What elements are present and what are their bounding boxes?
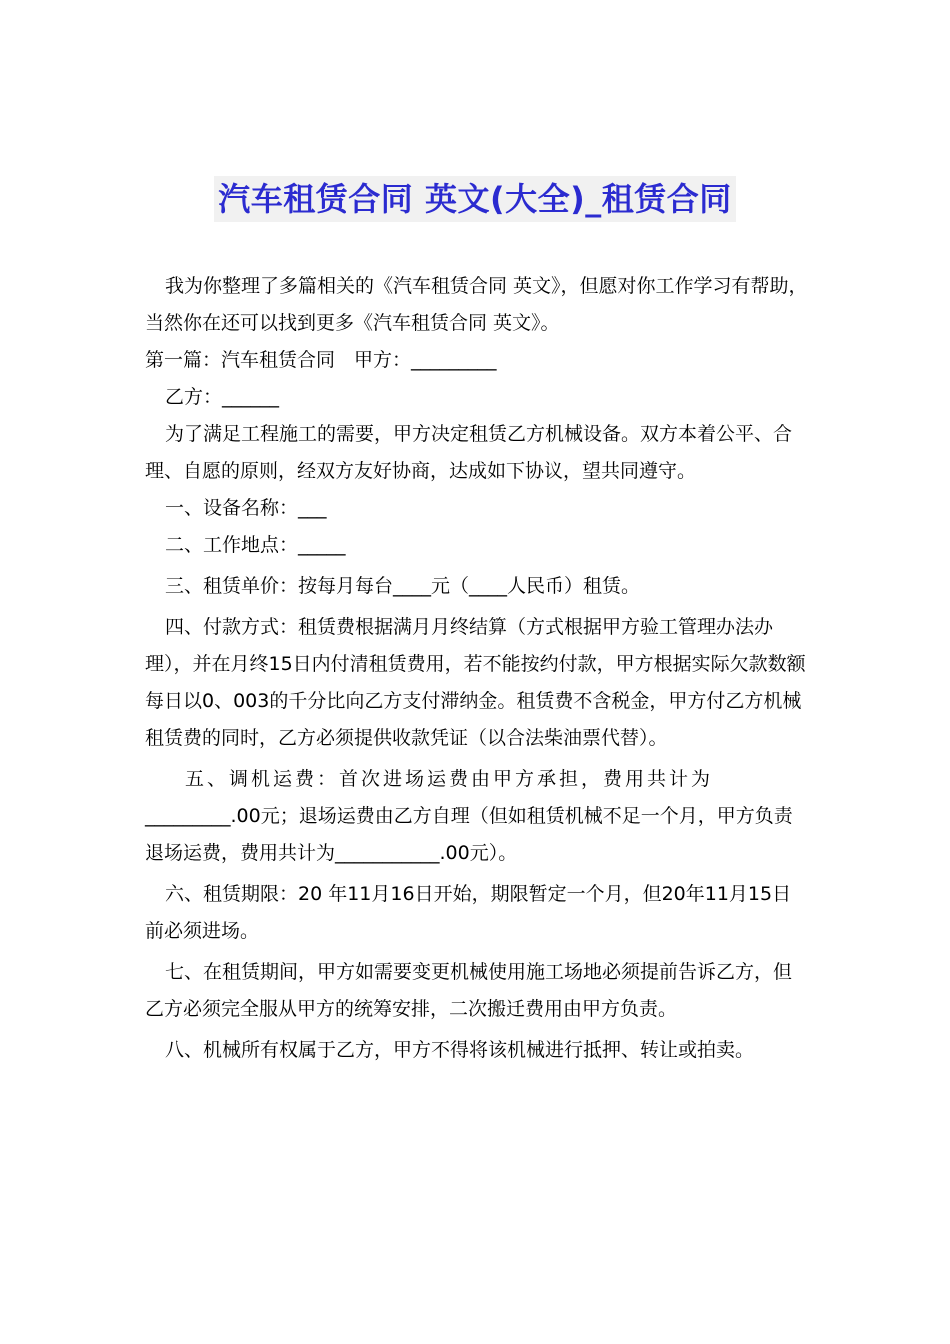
clause-5-transport-fee: 五、调机运费：首次进场运费由甲方承担，费用共计为 <box>185 768 714 790</box>
clause-5-transport-fee-cont: _________.00元；退场运费由乙方自理（但如租赁机械不足一个月，甲方负责退场运费，费用共计为___________.00元）。 <box>145 805 793 864</box>
clause-2-work-location: 二、工作地点：_____ <box>165 534 346 556</box>
clause-7-site-change: 七、在租赁期间，甲方如需要变更机械使用施工场地必须提前告诉乙方，但乙方必须完全服从甲方的统筹安排，二次搬迁费用由甲方负责。 <box>145 961 793 1020</box>
intro-paragraph: 我为你整理了多篇相关的《汽车租赁合同 英文》，但愿对你工作学习有帮助，当然你在还可以找到更多《汽车租赁合同 英文》。 <box>145 275 808 334</box>
clause-3-rental-price: 三、租赁单价：按每月每台____元（____人民币）租赁。 <box>165 575 641 597</box>
party-a-line: 第一篇：汽车租赁合同 甲方：_________ <box>145 349 497 371</box>
document-title: 汽车租赁合同 英文(大全)_租赁合同 <box>214 176 735 222</box>
title-container <box>0 176 950 222</box>
clause-4-payment-method: 四、付款方式：租赁费根据满月月终结算（方式根据甲方验工管理办法办理），并在月终15日内付清租赁费用，若不能按约付款，甲方根据实际欠款数额每日以0、003的千分比向乙方支付滞纳金。租赁费不含税金，甲方付乙方机械租赁费的同时，乙方必须提供收款凭证（以合法柴油票代替）。 <box>145 616 806 749</box>
party-b-line: 乙方：______ <box>165 386 280 408</box>
clause-8-ownership: 八、机械所有权属于乙方，甲方不得将该机械进行抵押、转让或拍卖。 <box>165 1039 755 1061</box>
document-body <box>145 268 810 1069</box>
clause-6-rental-period: 六、租赁期限：20 年11月16日开始，期限暂定一个月，但20年11月15日前必须进场。 <box>145 883 792 942</box>
clause-1-equipment-name: 一、设备名称：___ <box>165 497 327 519</box>
purpose-paragraph: 为了满足工程施工的需要，甲方决定租赁乙方机械设备。双方本着公平、合理、自愿的原则，经双方友好协商，达成如下协议，望共同遵守。 <box>145 423 793 482</box>
